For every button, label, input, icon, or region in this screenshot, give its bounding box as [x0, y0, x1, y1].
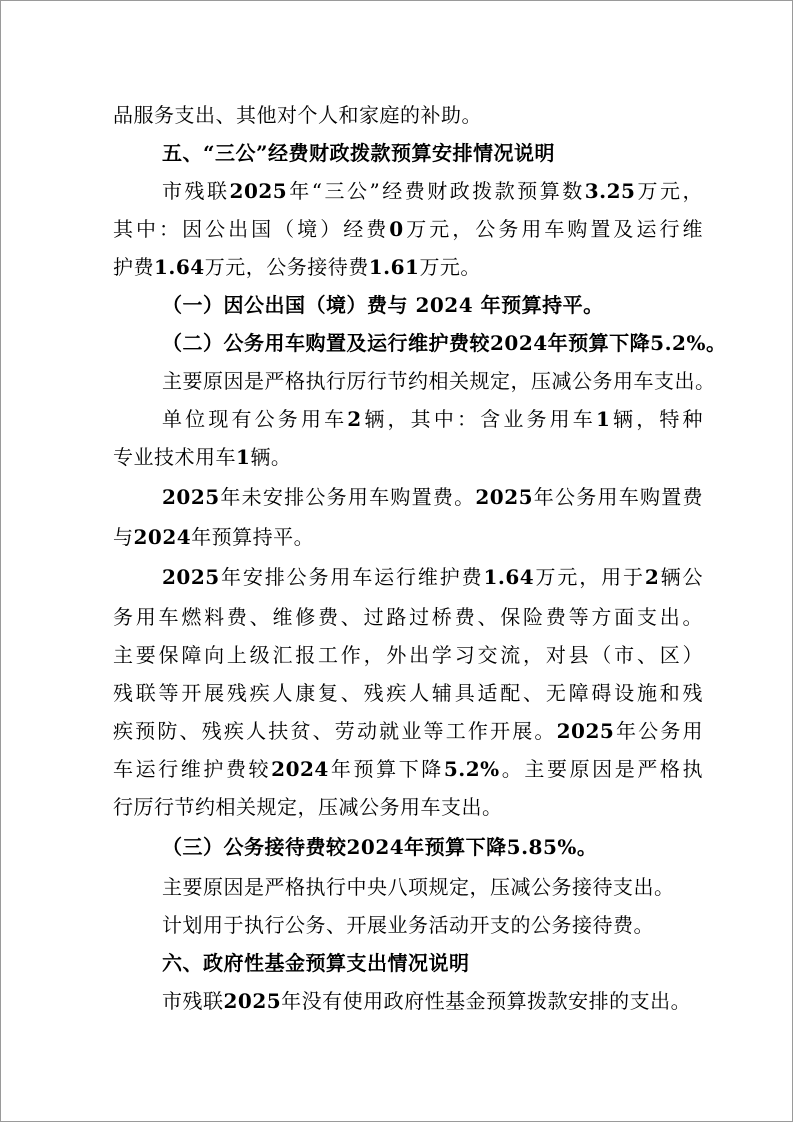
paragraph-line: 其中：因公出国（境）经费0万元，公务用车购置及运行维 [113, 217, 704, 241]
paragraph-line: 单位现有公务用车2辆，其中：含业务用车1辆，特种 [162, 407, 704, 431]
paragraph-line: 疾预防、残疾人扶贫、劳动就业等工作开展。2025年公务用 [113, 719, 704, 743]
paragraph-line: 主要原因是严格执行中央八项规定，压减公务接待支出。 [162, 875, 675, 899]
document-body [113, 96, 727, 1020]
section-heading-five: 五、“三公”经费财政拨款预算安排情况说明 [162, 141, 556, 165]
paragraph-line: 专业技术用车1辆。 [113, 445, 292, 469]
paragraph-line: 2025年安排公务用车运行维护费1.64万元，用于2辆公 [162, 565, 704, 589]
paragraph-line: 残联等开展残疾人康复、残疾人辅具适配、无障碍设施和残 [113, 681, 703, 705]
paragraph-line: 务用车燃料费、维修费、过路过桥费、保险费等方面支出。 [113, 605, 703, 629]
paragraph-line: 市残联2025年没有使用政府性基金预算拨款安排的支出。 [162, 989, 692, 1013]
paragraph-line: 行厉行节约相关规定，压减公务用车支出。 [113, 795, 503, 819]
paragraph-line: 主要保障向上级汇报工作，外出学习交流，对县（市、区） [113, 643, 703, 667]
paragraph-line: 计划用于执行公务、开展业务活动开支的公务接待费。 [162, 913, 654, 937]
paragraph-line: 主要原因是严格执行厉行节约相关规定，压减公务用车支出。 [162, 369, 716, 393]
paragraph-line: 品服务支出、其他对个人和家庭的补助。 [113, 103, 482, 127]
paragraph-line: 护费1.64万元，公务接待费1.61万元。 [113, 255, 481, 279]
paragraph-line: 车运行维护费较2024年预算下降5.2%。主要原因是严格执 [113, 757, 704, 781]
paragraph-line: 2025年未安排公务用车购置费。2025年公务用车购置费 [162, 485, 704, 509]
paragraph-line: 市残联2025年“三公”经费财政拨款预算数3.25万元， [162, 179, 704, 203]
subsection-heading-one: （一）因公出国（境）费与 2024 年预算持平。 [162, 293, 604, 317]
subsection-heading-three: （三）公务接待费较2024年预算下降5.85%。 [162, 835, 598, 859]
section-heading-six: 六、政府性基金预算支出情况说明 [162, 951, 470, 975]
subsection-heading-two: （二）公务用车购置及运行维护费较2024年预算下降5.2%。 [162, 331, 727, 355]
paragraph-line: 与2024年预算持平。 [113, 525, 315, 549]
